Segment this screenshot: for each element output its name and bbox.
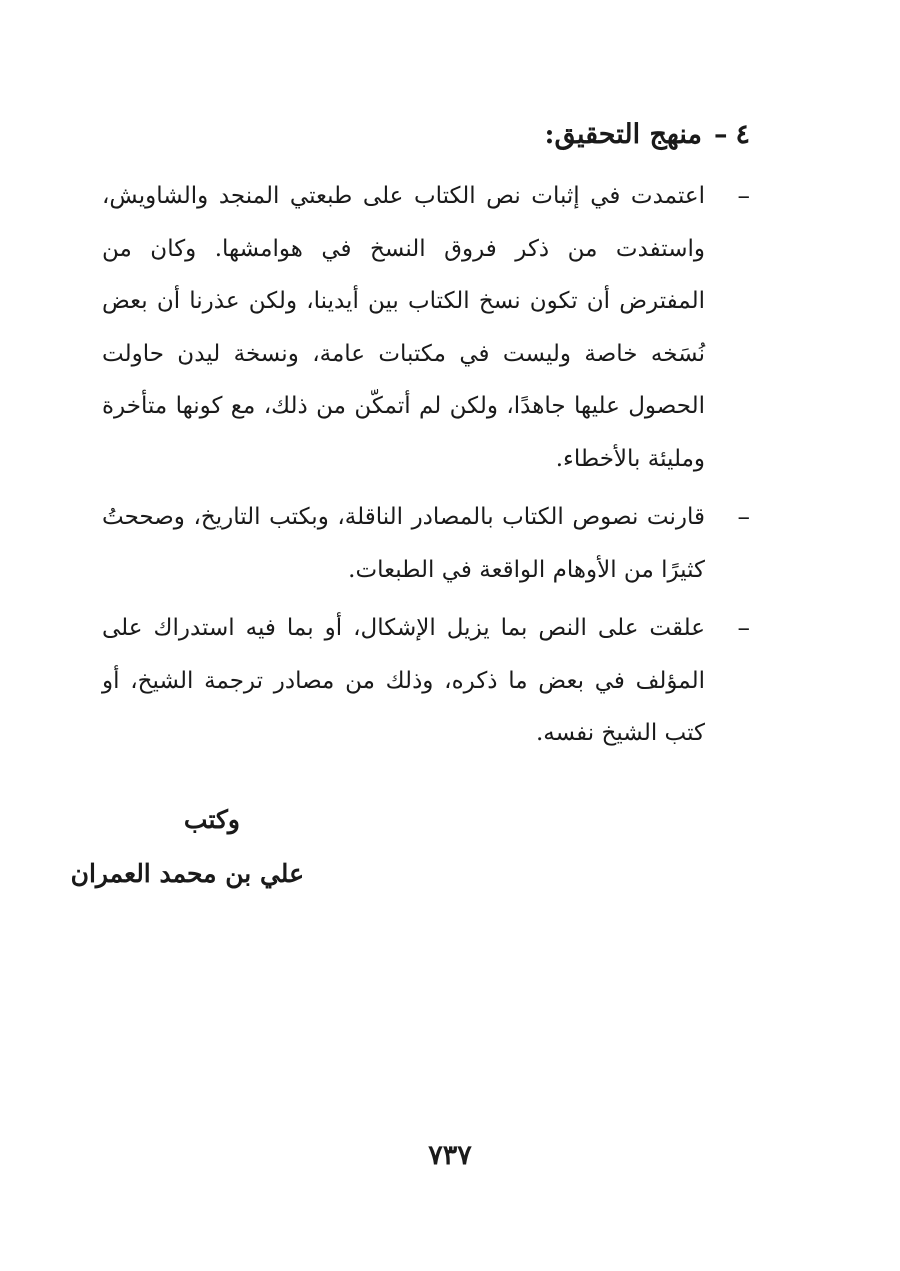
list-item-text: علقت على النص بما يزيل الإشكال، أو بما فيه استدراك على المؤلف في بعض ما ذكره، وذلك من مصادر ترجمة الشيخ، أو كتب الشيخ نفسه. (102, 615, 705, 746)
list-bullet: – (737, 502, 750, 531)
section-title: منهج التحقيق: (544, 119, 702, 150)
section-dash: – (713, 119, 728, 150)
signature-label: وكتب (183, 805, 240, 834)
list-item-text: اعتمدت في إثبات نص الكتاب على طبعتي المنجد والشاويش، واستفدت من ذكر فروق النسخ في هوامشها. وكان من المفترض أن تكون نسخ الكتاب بين أيدينا، ولكن عذرنا أن بعض نُسَخه خاصة وليست في مكتبات عامة، ونسخة ليدن حاولت الحصول عليها جاهدًا، ولكن لم أتمكّن من ذلك، مع كونها متأخرة ومليئة بالأخطاء. (102, 183, 705, 472)
list-item (102, 491, 750, 596)
list-bullet: – (737, 181, 750, 210)
page-number: ٧٣٧ (428, 1140, 472, 1171)
list-item (102, 170, 750, 485)
section-heading (100, 112, 750, 158)
list-item (102, 602, 750, 760)
list-bullet: – (737, 613, 750, 642)
signature-name: علي بن محمد العمران (70, 859, 304, 888)
list-item-text: قارنت نصوص الكتاب بالمصادر الناقلة، وبكتب التاريخ، وصححتُ كثيرًا من الأوهام الواقعة في الطبعات. (102, 504, 705, 583)
section-number: ٤ (735, 119, 750, 150)
methodology-list (102, 170, 750, 766)
